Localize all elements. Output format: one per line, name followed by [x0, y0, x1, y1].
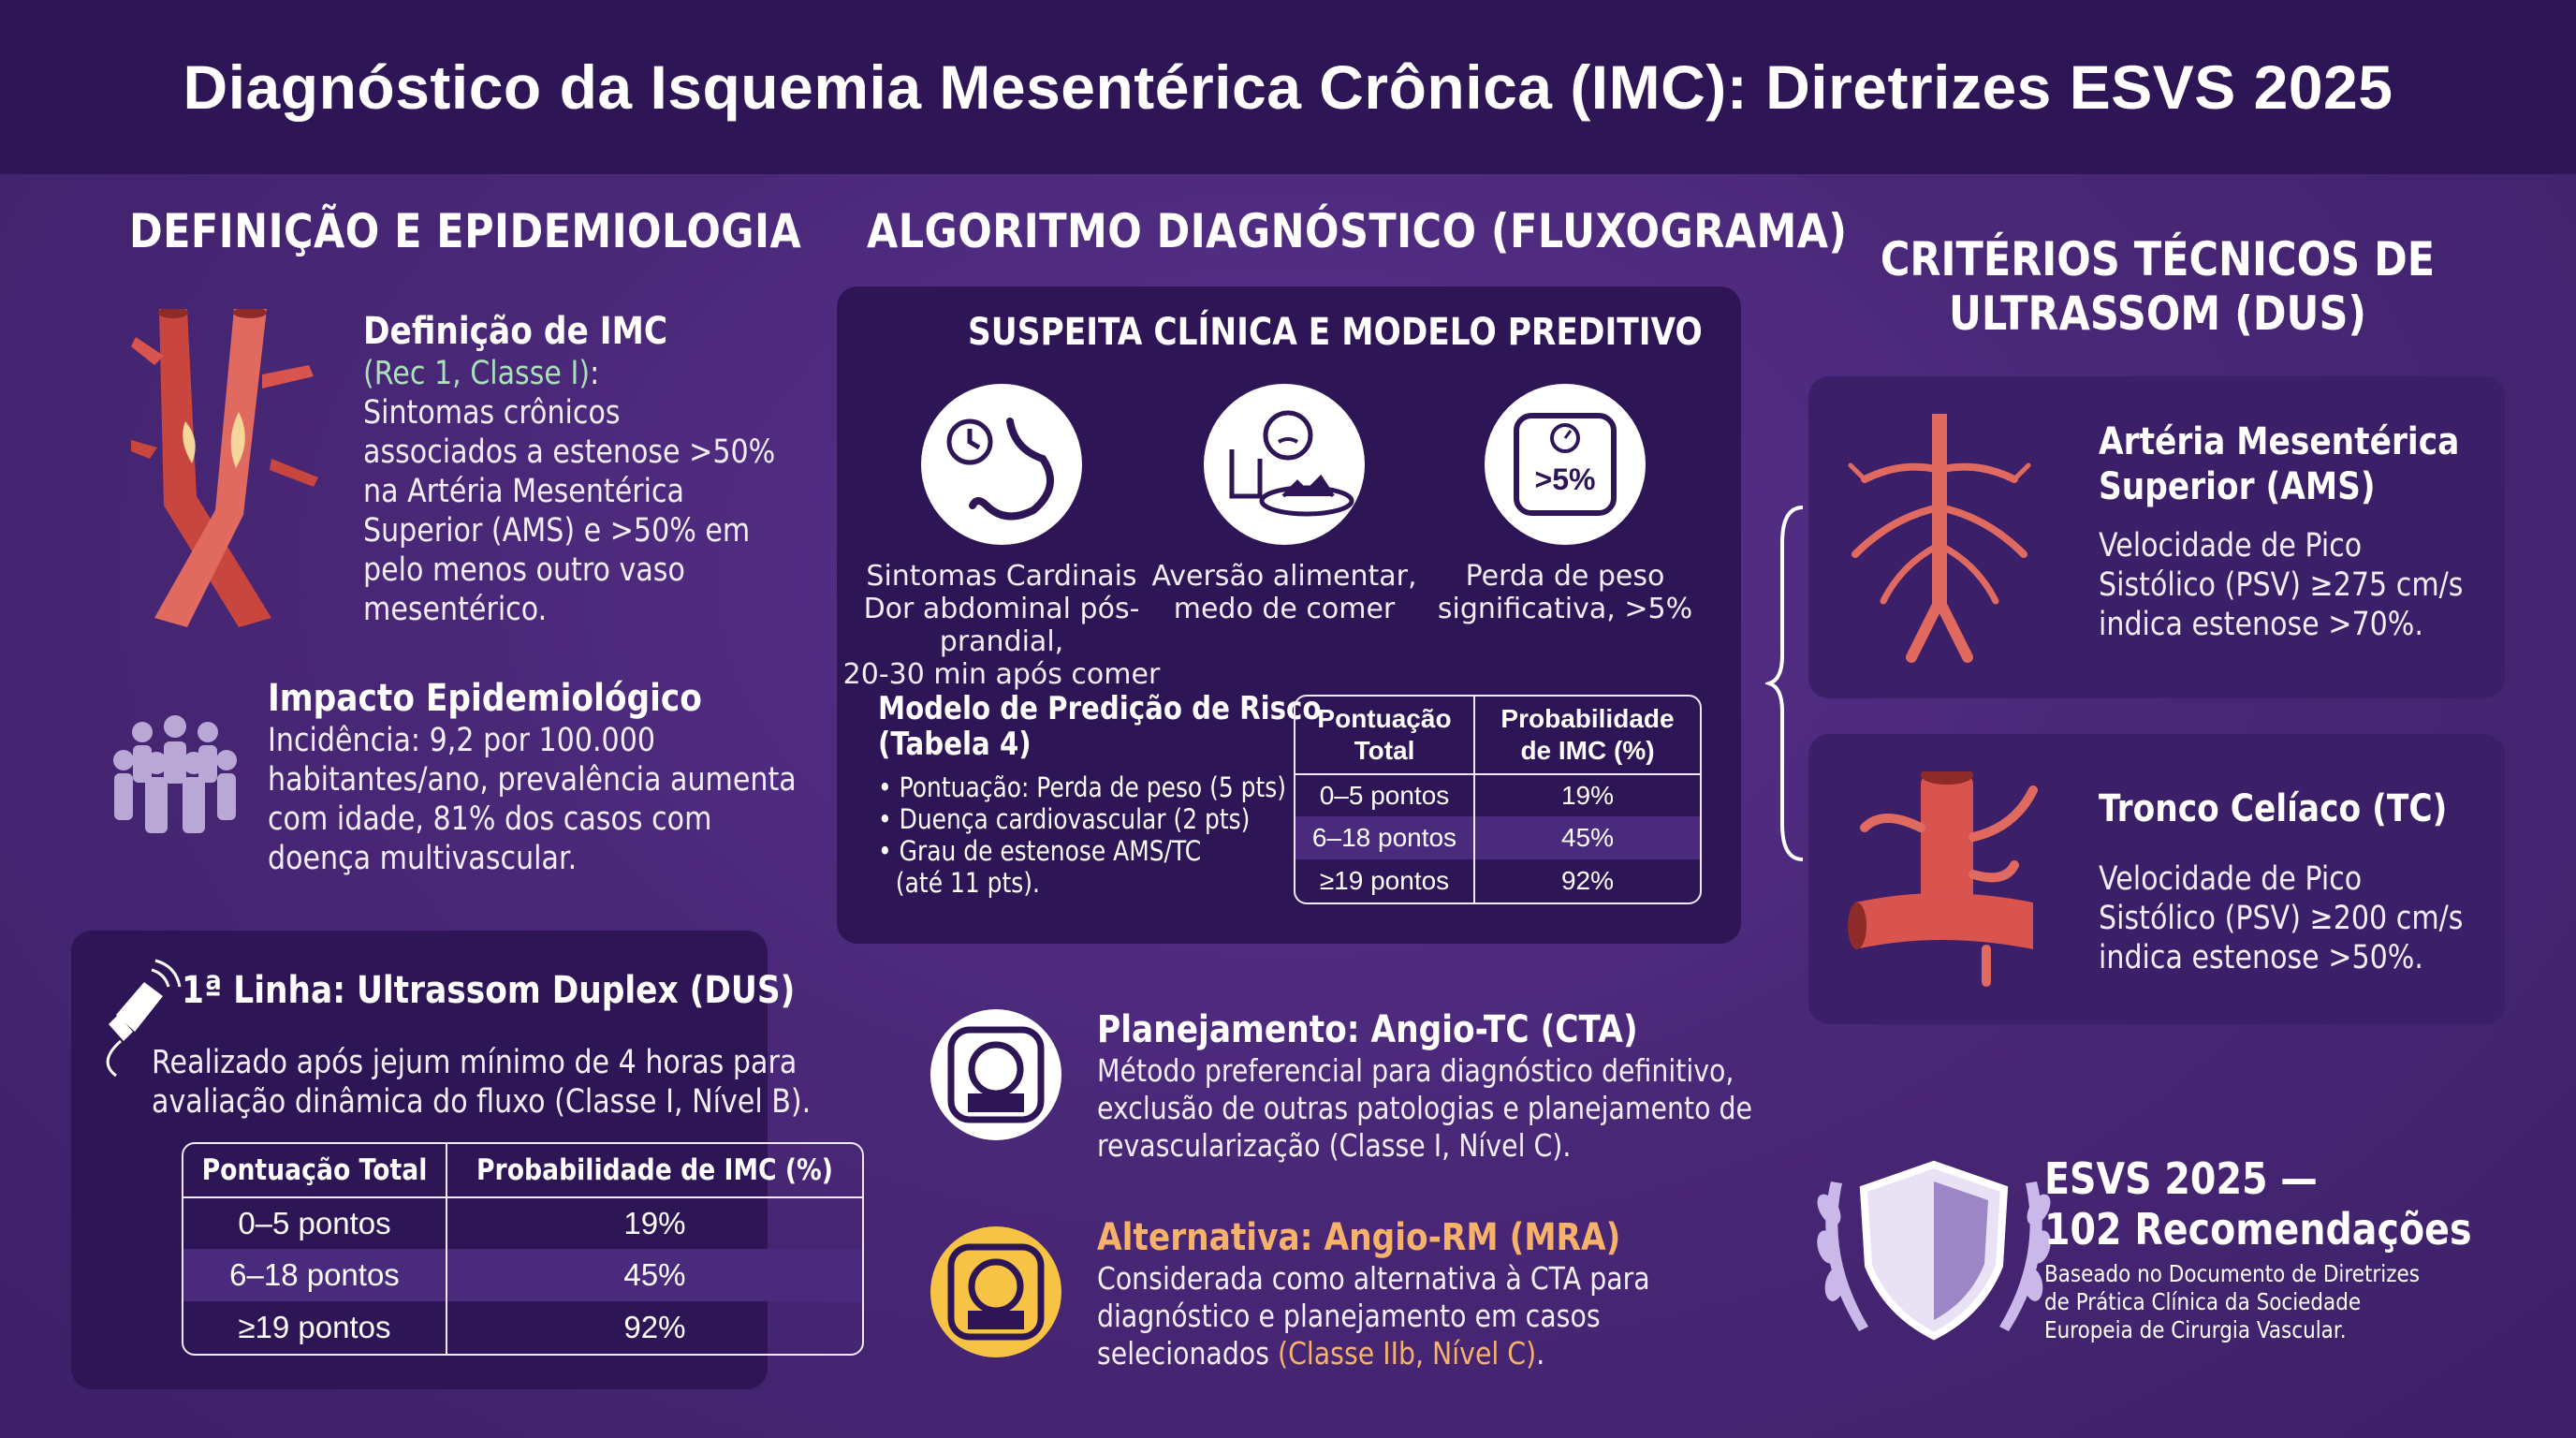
celiac-trunk-icon [1846, 771, 2052, 987]
table-row [183, 1249, 862, 1301]
table-header: Probabilidade de IMC (%) [446, 1144, 862, 1196]
sma-artery-icon [1846, 414, 2033, 667]
scale-label: >5% [1534, 462, 1596, 496]
icon-caption-aversion: Aversão alimentar, medo de comer [1151, 560, 1417, 625]
panel-title: SUSPEITA CLÍNICA E MODELO PREDITIVO [968, 311, 1703, 354]
mra-line: selecionados (Classe IIb, Nível C). [1097, 1335, 1545, 1372]
table-row [1295, 816, 1700, 859]
cta-line: revascularização (Classe I, Nível C). [1097, 1127, 1572, 1164]
shield-laurel-icon [1803, 1144, 2065, 1359]
definition-line: mesentérico. [363, 591, 548, 628]
page-title: Diagnóstico da Isquemia Mesentérica Crônica (IMC): Diretrizes ESVS 2025 [183, 52, 2393, 122]
clinical-suspicion-panel [837, 286, 1741, 944]
cta-line: Método preferencial para diagnóstico definitivo, [1097, 1052, 1734, 1089]
food-aversion-icon [1204, 384, 1365, 545]
table-cell: 19% [1473, 773, 1700, 816]
table-cell: 45% [446, 1249, 862, 1301]
definition-ref: (Rec 1, Classe I) [363, 355, 591, 392]
ams-card [1808, 376, 2505, 698]
table-row [1295, 773, 1700, 816]
table-row [183, 1301, 862, 1354]
definition-line: associados a estenose >50% [363, 433, 776, 471]
badge-line: Baseado no Documento de Diretrizes [2044, 1260, 2420, 1287]
table-cell: 92% [1473, 859, 1700, 902]
icon-caption-cardinal: Sintomas Cardinais Dor abdominal pós-prandial, 20-30 min após comer [842, 560, 1161, 691]
ct-scanner-icon [930, 1009, 1061, 1140]
section-title-algorithm: ALGORITMO DIAGNÓSTICO (FLUXOGRAMA) [867, 204, 1848, 258]
table-cell: 0–5 pontos [183, 1196, 446, 1249]
mra-block [1097, 1215, 1740, 1372]
table-header: Probabilidade de IMC (%) [1473, 697, 1700, 773]
badge-line: de Prática Clínica da Sociedade [2044, 1288, 2362, 1315]
tc-line: Velocidade de Pico [2099, 860, 2363, 898]
section-title-definition: DEFINIÇÃO E EPIDEMIOLOGIA [129, 204, 802, 258]
weight-scale-icon [1485, 384, 1646, 545]
risk-model-title: Modelo de Predição de Risco [878, 690, 1322, 727]
population-icon [105, 712, 245, 843]
epidemiology-line: doença multivascular. [268, 840, 578, 877]
dus-probability-table [182, 1142, 864, 1356]
esvs-badge-text [2044, 1153, 2541, 1344]
tc-title: Tronco Celíaco (TC) [2099, 787, 2448, 830]
page-header [0, 0, 2576, 174]
table-row [183, 1196, 862, 1249]
risk-model-subtitle: (Tabela 4) [878, 726, 1032, 763]
mri-scanner-icon [930, 1226, 1061, 1357]
tc-text [2099, 786, 2523, 977]
mra-title: Alternativa: Angio-RM (MRA) [1097, 1216, 1621, 1259]
tc-card [1808, 734, 2505, 1024]
table-cell: 6–18 pontos [1295, 816, 1473, 859]
risk-model-bullet-cont: (até 11 pts). [895, 867, 1040, 899]
epidemiology-line: com idade, 81% dos casos com [268, 800, 712, 838]
epidemiology-line: Incidência: 9,2 por 100.000 [268, 722, 656, 759]
icon-caption-weight: Perda de peso significativa, >5% [1437, 560, 1693, 625]
stomach-clock-icon [921, 384, 1082, 545]
ams-title: Superior (AMS) [2099, 465, 2376, 508]
mra-line: Considerada como alternativa à CTA para [1097, 1260, 1650, 1297]
dus-panel [71, 931, 833, 1389]
table-cell: 0–5 pontos [1295, 773, 1473, 816]
table-header: Pontuação Total [201, 1153, 428, 1187]
badge-title: 102 Recomendações [2044, 1204, 2472, 1255]
tc-line: Sistólico (PSV) ≥200 cm/s [2099, 900, 2464, 937]
badge-line: Europeia de Cirurgia Vascular. [2044, 1316, 2347, 1343]
ams-title: Artéria Mesentérica [2099, 420, 2460, 463]
epidemiology-block [268, 676, 883, 878]
ams-line: Velocidade de Pico [2099, 527, 2363, 565]
section-title-criteria: CRITÉRIOS TÉCNICOS DE ULTRASSOM (DUS) [1880, 232, 2436, 341]
table-header: Pontuação Total [1317, 704, 1452, 765]
ams-line: indica estenose >70%. [2099, 606, 2423, 643]
table-cell: 45% [1473, 816, 1700, 859]
table-cell: 92% [446, 1301, 862, 1354]
dus-line: avaliação dinâmica do fluxo (Classe I, Nível B). [152, 1083, 812, 1121]
epidemiology-title: Impacto Epidemiológico [268, 677, 702, 720]
mra-class-highlight: (Classe IIb, Nível C) [1278, 1335, 1537, 1372]
definition-ref-line: (Rec 1, Classe I): [363, 355, 600, 392]
dus-title: 1ª Linha: Ultrassom Duplex (DUS) [182, 969, 796, 1012]
mra-line: diagnóstico e planejamento em casos [1097, 1298, 1601, 1334]
tc-line: indica estenose >50%. [2099, 939, 2423, 976]
risk-model-bullet: • Duença cardiovascular (2 pts) [878, 803, 1251, 835]
cta-line: exclusão de outras patologias e planejamento de [1097, 1090, 1752, 1126]
table-cell: 6–18 pontos [183, 1249, 446, 1301]
definition-title: Definição de IMC [363, 310, 668, 353]
artery-illustration-icon [131, 309, 328, 637]
ams-text [2099, 419, 2523, 644]
risk-model-bullet: • Pontuação: Perda de peso (5 pts) [878, 771, 1286, 803]
definition-block [363, 309, 842, 629]
definition-line: pelo menos outro vaso [363, 551, 685, 589]
table-cell: 19% [446, 1196, 862, 1249]
table-cell: ≥19 pontos [1319, 866, 1450, 895]
cta-title: Planejamento: Angio-TC (CTA) [1097, 1008, 1638, 1051]
table-cell: ≥19 pontos [238, 1310, 391, 1344]
table-row [1295, 859, 1700, 902]
cta-block [1097, 1007, 1859, 1165]
risk-model-bullet: • Grau de estenose AMS/TC [878, 835, 1202, 867]
dus-line: Realizado após jejum mínimo de 4 horas para [152, 1044, 798, 1081]
definition-line: Superior (AMS) e >50% em [363, 512, 751, 550]
definition-line: Sintomas crônicos [363, 394, 621, 432]
ams-line: Sistólico (PSV) ≥275 cm/s [2099, 566, 2464, 604]
definition-line: na Artéria Mesentérica [363, 473, 684, 510]
risk-probability-table [1294, 695, 1702, 904]
badge-title: ESVS 2025 — [2044, 1153, 2318, 1204]
epidemiology-line: habitantes/ano, prevalência aumenta [268, 761, 797, 799]
